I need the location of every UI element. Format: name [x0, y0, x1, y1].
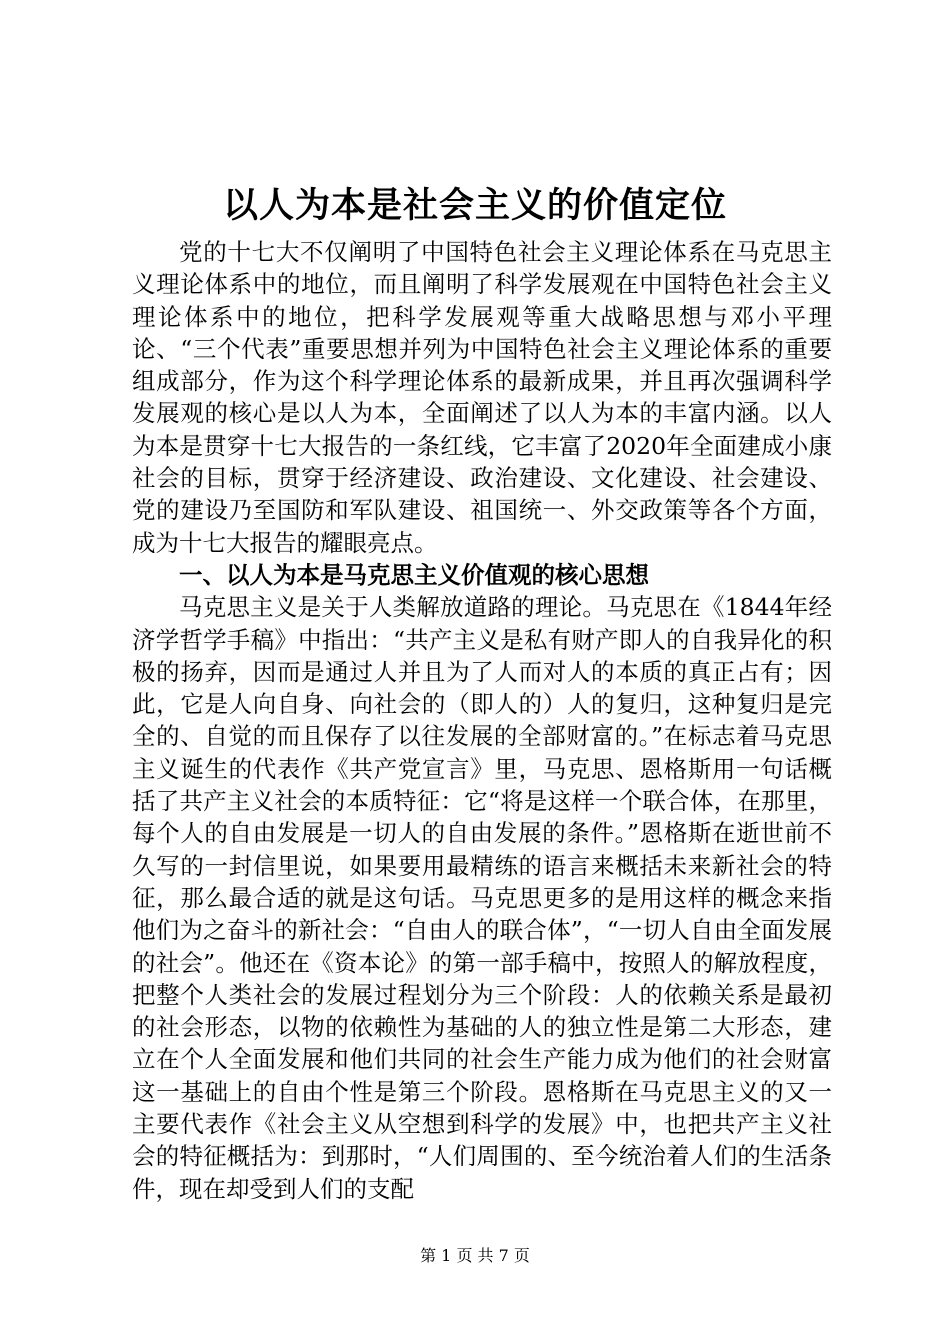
intro-paragraph: 党的十七大不仅阐明了中国特色社会主义理论体系在马克思主义理论体系中的地位，而且阐明了科学发展观在中国特色社会主义理论体系中的地位，把科学发展观等重大战略思想与邓小平理论、“三个代表”重要思想并列为中国特色社会主义理论体系的重要组成部分，作为这个科学理论体系的最新成果，并且再次强调科学发展观的核心是以人为本，全面阐述了以人为本的丰富内涵。以人为本是贯穿十七大报告的一条红线，它丰富了2020年全面建成小康社会的目标，贯穿于经济建设、政治建设、文化建设、社会建设、党的建设乃至国防和军队建设、祖国统一、外交政策等各个方面，成为十七大报告的耀眼亮点。: [132, 238, 832, 557]
section-paragraph: 马克思主义是关于人类解放道路的理论。马克思在《1844年经济学哲学手稿》中指出：“共产主义是私有财产即人的自我异化的积极的扬弃，因而是通过人并且为了人而对人的本质的真正占有；因此，它是人向自身、向社会的（即人的）人的复归，这种复归是完全的、自觉的而且保存了以往发展的全部财富的。”在标志着马克思主义诞生的代表作《共产党宣言》里，马克思、恩格斯用一句话概括了共产主义社会的本质特征：它“将是这样一个联合体，在那里，每个人的自由发展是一切人的自由发展的条件。”恩格斯在逝世前不久写的一封信里说，如果要用最精练的语言来概括未来新社会的特征，那么最合适的就是这句话。马克思更多的是用这样的概念来指他们为之奋斗的新社会：“自由人的联合体”，“一切人自由全面发展的社会”。他还在《资本论》的第一部手稿中，按照人的解放程度，把整个人类社会的发展过程划分为三个阶段：人的依赖关系是最初的社会形态，以物的依赖性为基础的人的独立性是第二大形态，建立在个人全面发展和他们共同的社会生产能力成为他们的社会财富这一基础上的自由个性是第三个阶段。恩格斯在马克思主义的又一主要代表作《社会主义从空想到科学的发展》中，也把共产主义社会的特征概括为：到那时，“人们周围的、至今统治着人们的生活条件，现在却受到人们的支配: [132, 593, 832, 1203]
document-title: 以人为本是社会主义的价值定位: [222, 186, 727, 226]
section-heading: 一、以人为本是马克思主义价值观的核心思想: [179, 560, 649, 589]
document-body: [132, 236, 832, 1205]
page-footer: 第 1 页 共 7 页: [420, 1246, 530, 1265]
